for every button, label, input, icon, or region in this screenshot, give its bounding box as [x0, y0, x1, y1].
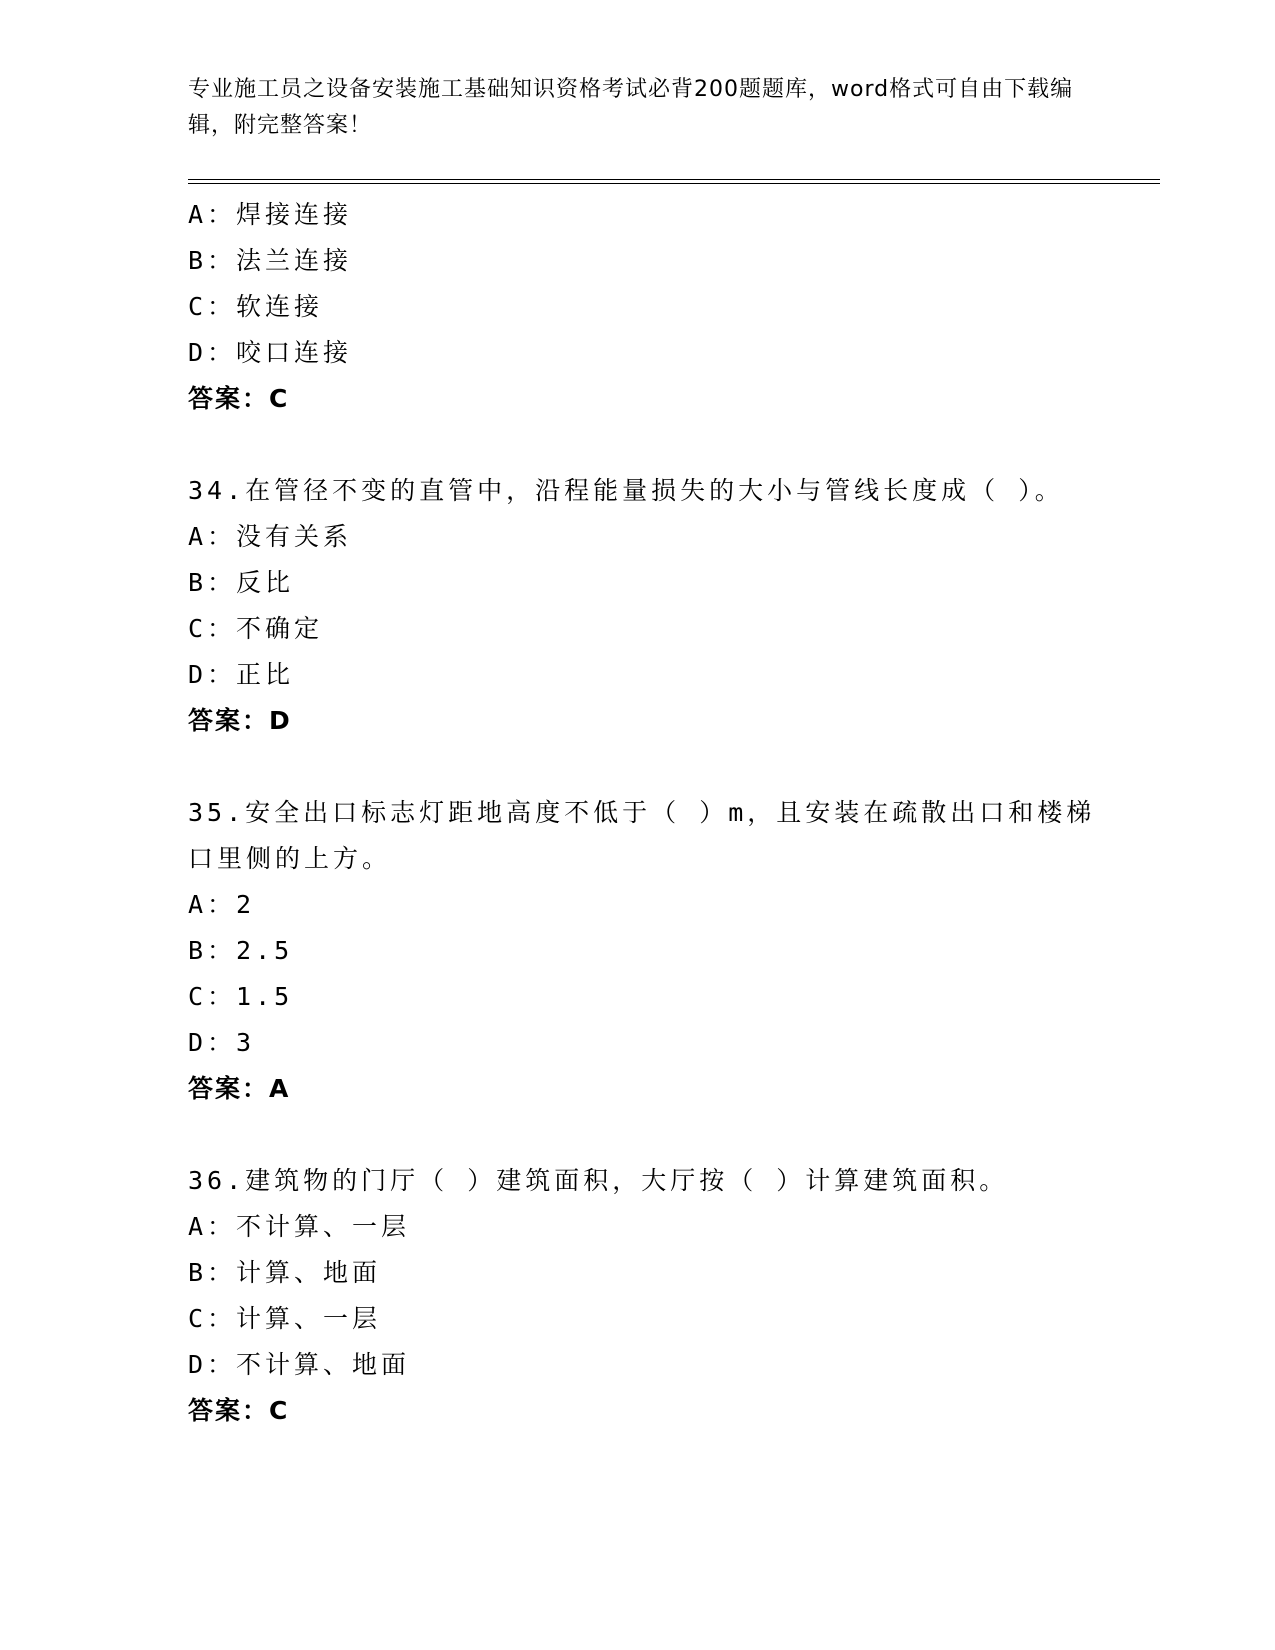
option-a: A：焊接连接: [188, 200, 353, 229]
answer: 答案：D: [188, 706, 292, 735]
question-text: 36.建筑物的门厅（ ）建筑面积，大厅按（ ）计算建筑面积。: [188, 1166, 1009, 1195]
spacer: [188, 1112, 1088, 1158]
answer: 答案：C: [188, 1396, 290, 1425]
option-d: D：不计算、地面: [188, 1350, 411, 1379]
option-c: C：不确定: [188, 614, 324, 643]
spacer: [188, 744, 1088, 790]
question-block-36: [188, 1158, 1088, 1434]
question-content: [188, 192, 1096, 1434]
question-text-line-2: 口里侧的上方。: [188, 844, 392, 873]
spacer: [188, 422, 1088, 468]
option-a: A：2: [188, 890, 256, 919]
question-block-35: [188, 790, 1096, 1112]
question-block-33: [188, 192, 1088, 422]
option-a: A：不计算、一层: [188, 1212, 411, 1241]
header-rule-top: [188, 179, 1160, 180]
option-c: C：计算、一层: [188, 1304, 382, 1333]
question-block-34: [188, 468, 1088, 744]
option-c: C：软连接: [188, 292, 324, 321]
option-d: D：咬口连接: [188, 338, 353, 367]
option-b: B：法兰连接: [188, 246, 353, 275]
option-a: A：没有关系: [188, 522, 353, 551]
option-c: C：1.5: [188, 982, 294, 1011]
answer: 答案：A: [188, 1074, 291, 1103]
option-b: B：2.5: [188, 936, 294, 965]
option-b: B：计算、地面: [188, 1258, 382, 1287]
question-text-line-1: 35.安全出口标志灯距地高度不低于（ ）m，且安装在疏散出口和楼梯: [188, 798, 1096, 827]
option-d: D：3: [188, 1028, 256, 1057]
question-text: 34.在管径不变的直管中，沿程能量损失的大小与管线长度成（ ）。: [188, 476, 1064, 505]
option-d: D：正比: [188, 660, 295, 689]
answer: 答案：C: [188, 384, 290, 413]
option-b: B：反比: [188, 568, 295, 597]
document-header: 专业施工员之设备安装施工基础知识资格考试必背200题题库，word格式可自由下载编辑，附完整答案！: [188, 77, 1074, 138]
header-rule-bottom: [188, 183, 1160, 184]
